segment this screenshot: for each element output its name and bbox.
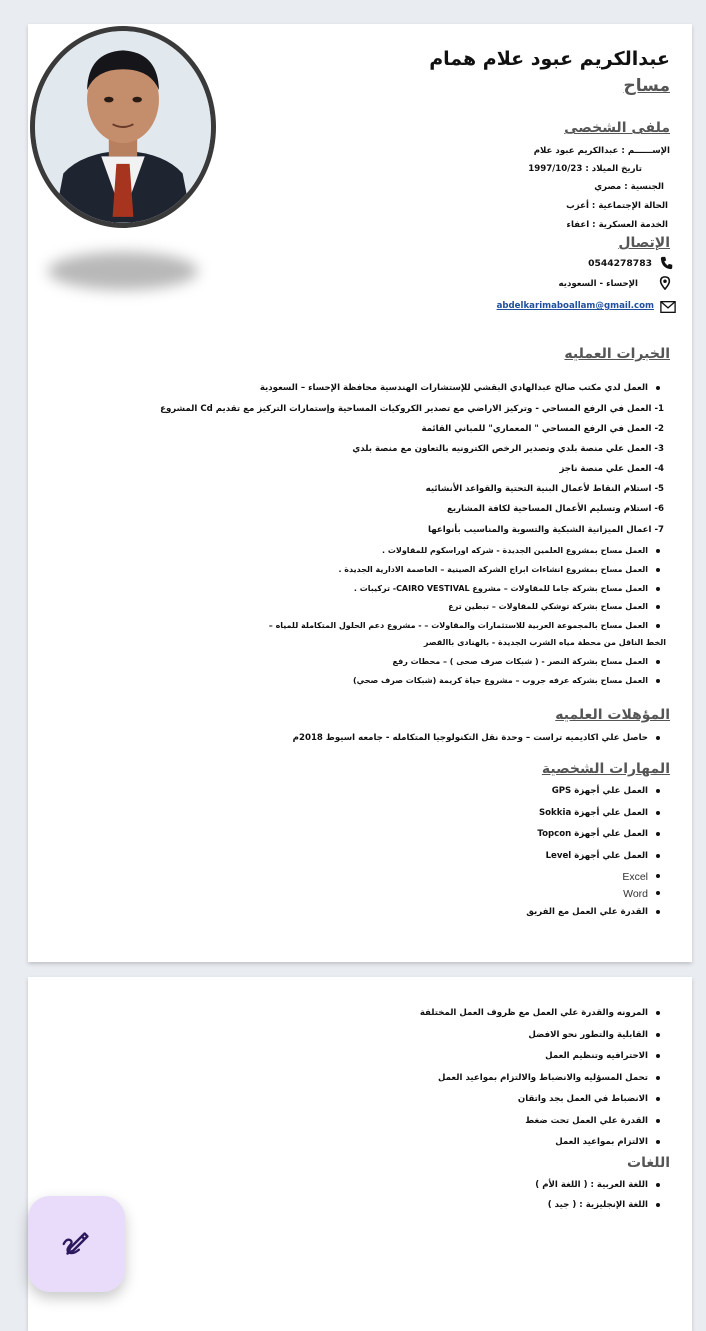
profile-line: تاريخ الميلاد : 1997/10/23 — [528, 164, 642, 174]
email-link[interactable]: abdelkarimaboallam@gmail.com — [496, 301, 654, 311]
soft-skill-item: المرونه والقدرة علي العمل مع ظروف العمل المختلفة — [419, 1008, 648, 1018]
experience-item: العمل مساح بشركة توشكي للمقاولات – تبطين ترع — [448, 602, 648, 611]
experience-item: العمل مساح بمشروع انشاءات ابراج الشركة الصينية – العاصمة الادارية الجديدة . — [338, 565, 648, 574]
skill-item: Excel — [622, 871, 648, 883]
skill-item: العمل علي أجهزة GPS — [551, 786, 648, 796]
contact-heading: الإتصال — [618, 235, 670, 251]
location-pin-icon — [658, 276, 672, 290]
soft-skill-item: تحمل المسؤليه والانضباط والالتزام بمواعيد العمل — [438, 1073, 648, 1083]
resume-page-2 — [28, 977, 692, 1331]
experience-task: 1- العمل في الرفع المساحي - وتركيز الاراضي مع تصدير الكروكيات المساحية وإستمارات التركيز مع تقديم Cd المشروع — [160, 404, 664, 414]
soft-skill-item: القابلية والتطور نحو الافضل — [528, 1030, 648, 1040]
experience-item: العمل مساح بالمجموعة العربية للاستثمارات والمقاولات – - مشروع دعم الحلول المتكاملة للمياه – — [268, 621, 648, 630]
experience-task: 4- العمل علي منصة ناجز — [559, 464, 664, 474]
soft-skill-item: القدرة علي العمل تحت ضغط — [525, 1116, 648, 1126]
experience-task: 2- العمل في الرفع المساحي " المعماري" للمباني القائمة — [421, 424, 664, 434]
profile-line: الخدمة العسكرية : اعفاء — [566, 220, 668, 230]
profile-line: الحالة الإجتماعية : أعزب — [566, 201, 668, 211]
languages-heading: اللغات — [627, 1155, 670, 1171]
experience-item: العمل مساح بشركة جاما للمقاولات – مشروع CAIRO VESTIVAL- تركيبات . — [353, 584, 648, 593]
skills-heading: المهارات الشخصية — [541, 761, 670, 777]
profile-line: الإســــــم : عبدالكريم عبود علام — [533, 146, 670, 156]
experience-heading: الخبرات العمليه — [564, 346, 670, 362]
language-item: اللغة العربية : ( اللغة الأم ) — [535, 1180, 648, 1190]
education-item: حاصل علي اكاديميه تراست – وحدة نقل التكنولوجيا المتكامله - جامعه اسيوط 2018م — [292, 733, 648, 743]
skill-item: القدرة علي العمل مع الفريق — [526, 907, 648, 917]
experience-item: العمل مساح بشركه عرفه جروب – مشروع حياة كريمة (شبكات صرف صحي) — [352, 676, 648, 685]
resume-page-1 — [28, 24, 692, 962]
experience-task: 7- اعمال الميزانية الشبكية والتسوية والمناسيب بأنواعها — [427, 525, 664, 535]
skill-item: العمل علي أجهزة Level — [545, 851, 648, 861]
experience-item-continuation: الخط الناقل من محطة مياه الشرب الجديدة - بالهنادى باالقصر — [423, 638, 666, 647]
skill-item: العمل علي أجهزة Sokkia — [538, 808, 648, 818]
edit-pen-icon — [58, 1225, 96, 1263]
experience-task: 6- استلام وتسليم الأعمال المساحية لكافة المشاريع — [446, 504, 664, 514]
location: الإحساء - السعوديه — [558, 279, 638, 289]
experience-task: 3- العمل علي منصة بلدي وتصدير الرخص الكترونيه بالتعاون مع منصة بلدي — [352, 444, 664, 454]
experience-task: 5- استلام النقاط لأعمال البنية التحتية والقواعد الأنشائيه — [425, 484, 664, 494]
edit-fab-button[interactable] — [28, 1196, 125, 1292]
education-heading: المؤهلات العلميه — [555, 707, 670, 723]
soft-skill-item: الانضباط في العمل بجد واتقان — [517, 1094, 648, 1104]
language-item: اللغة الإنجليزية : ( جيد ) — [547, 1200, 648, 1210]
job-title: مساح — [623, 76, 670, 96]
profile-line: الجنسية : مصري — [594, 182, 664, 192]
envelope-icon — [660, 300, 676, 314]
phone-icon — [660, 256, 674, 270]
experience-item: العمل مساح بمشروع العلمين الجديدة - شركه اوراسكوم للمقاولات . — [382, 546, 648, 555]
person-portrait-icon — [35, 31, 211, 223]
profile-heading: ملفى الشخصى — [564, 120, 670, 136]
photo-shadow — [48, 252, 198, 290]
soft-skill-item: الاحترافيه وتنظيم العمل — [545, 1051, 648, 1061]
soft-skill-item: الالتزام بمواعيد العمل — [555, 1137, 648, 1147]
experience-item: العمل مساح بشركة النصر - ( شبكات صرف صحى ) – محطات رفع — [392, 657, 648, 666]
experience-item: العمل لدي مكتب صالح عبدالهادي البقشي للإستشارات الهندسية محافظة الإحساء – السعودية — [259, 383, 648, 393]
full-name: عبدالكريم عبود علام همام — [429, 48, 670, 70]
profile-photo — [30, 26, 216, 228]
skill-item: Word — [623, 888, 648, 900]
phone-number: 0544278783 — [588, 258, 652, 269]
skill-item: العمل علي أجهزة Topcon — [537, 829, 648, 839]
